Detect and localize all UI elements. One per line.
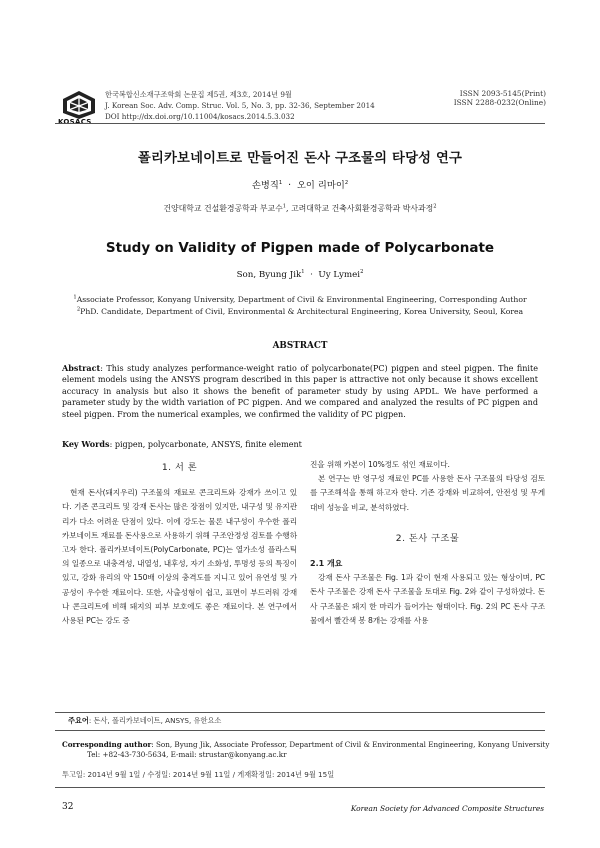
logo-text: KOSACS [58, 118, 92, 126]
authors-english: Son, Byung Jik$^1$ · Uy Lymei$^2$ [236, 269, 364, 280]
keywords: Key Words: pigpen, polycarbonate, ANSYS, finite element [62, 439, 302, 449]
corresponding-author: Corresponding author: Son, Byung Jik, Associate Professor, Department of Civil & Environmental Engineering, Konyang University Tel: +82-43-730-5634, E-mail: strustar@konyang.ac.kr [62, 740, 550, 760]
footer-divider-1 [55, 712, 545, 713]
footer-divider-3 [55, 787, 545, 788]
header-divider [55, 123, 545, 124]
submission-dates: 투고일: 2014년 9월 1일 / 수정일: 2014년 9월 11일 / 게재확정일: 2014년 9월 15일 [62, 770, 335, 779]
research-scope-paragraph: 본 연구는 반 영구성 재료인 PC를 사용한 돈사 구조물의 타당성 검토를 구조해석을 통해 하고자 한다. 기존 강재와 비교하여, 안전성 및 무게 대비 성능을 비교, 분석하였다. [310, 474, 545, 512]
footer-journal-name: Korean Society for Advanced Composite Structures [350, 804, 544, 813]
kosacs-logo-icon [62, 90, 96, 120]
left-column [62, 461, 297, 628]
subsection-2-1-heading: 2.1 개요 [310, 559, 343, 569]
right-column [310, 458, 545, 628]
keywords-korean: 주요어: 돈사, 폴리카보네이트, ANSYS, 유한요소 [68, 716, 222, 725]
issn-print: ISSN 2093-5145(Print) [459, 89, 546, 98]
page-number: 32 [62, 802, 74, 812]
doi: DOI http://dx.doi.org/10.11004/kosacs.2014.5.3.032 [105, 112, 295, 121]
affiliation-english-1: $^1$Associate Professor, Konyang University, Department of Civil & Environmental Engineering, Corresponding Author [73, 294, 527, 304]
section-1-heading: 1. 서 론 [161, 462, 198, 473]
section-2-heading: 2. 돈사 구조물 [395, 532, 460, 544]
abstract-heading: ABSTRACT [272, 341, 328, 351]
subsection-2-1-paragraph: 강재 돈사 구조물은 Fig. 1과 같이 현재 사용되고 있는 형상이며, PC 돈사 구조물은 강재 돈사 구조물을 토대로 Fig. 2와 같이 구성하였다. 돈사 구조물은 돼지 한 마리가 들어가는 형태이다. Fig. 2의 PC 돈사 구조물에서 빨간색 봉 8개는 강재를 사용 [310, 573, 545, 625]
journal-info-ko: 한국복합신소재구조학회 논문집 제5권, 제3호, 2014년 9월 [105, 90, 292, 99]
paragraph-continued: 진을 위해 카본이 10%정도 섞인 재료이다. [310, 460, 450, 469]
abstract-body: Abstract: This study analyzes performance-weight ratio of polycarbonate(PC) pigpen and steel pigpen. The finite element models using the ANSYS program described in this paper is attractive not only because it shows excellent accuracy in analysis but also it shows the benefit of parameter study by using APDL. We have performed a parameter study by the width variation of PC pigpen. And we compared and analyzed the results of PC pigpen and steel pigpen. From the numerical examples, we confirmed the validity of PC pigpen. [62, 363, 538, 419]
authors-korean: 손병직$^1$ · 오이 리마이$^2$ [251, 179, 349, 191]
section-1-paragraph: 현재 돈사(돼지우리) 구조물의 재료로 콘크리트와 강재가 쓰이고 있다. 기존 콘크리트 및 강재 돈사는 많은 장점이 있지만, 내구성 및 유지관리가 다소 어려운 단점이 있다. 이에 강도는 물론 내구성이 우수한 폴리카보네이트 재료를 돈사용으로 사용하기 위해 구조안정성 검토를 수행하고자 한다. 폴리카보네이트(PolyCarbonate, PC)는 열가소성 플라스틱의 일종으로 내충격성, 내열성, 내후성, 자기 소화성, 투명성 등의 특징이 있고, 강화 유리의 약 150배 이상의 충격도를 지니고 있어 유연성 및 가공성이 우수한 재료이다. 또한, 사출성형이 쉽고, 표면이 부드러워 강재나 콘크리트에 비해 돼지의 피부 보호에도 좋은 재료이다. 본 연구에서 사용된 PC는 강도 증 [62, 488, 297, 626]
title-korean: 폴리카보네이트로 만들어진 돈사 구조물의 타당성 연구 [137, 151, 463, 166]
title-english: Study on Validity of Pigpen made of Polycarbonate [105, 240, 495, 256]
issn-online: ISSN 2288-0232(Online) [453, 98, 546, 107]
journal-info-en: J. Korean Soc. Adv. Comp. Struc. Vol. 5, No. 3, pp. 32-36, September 2014 [105, 101, 375, 110]
affiliation-korean: 건양대학교 건설환경공학과 부교수$^1$, 고려대학교 건축사회환경공학과 박사과정$^2$ [163, 203, 437, 213]
affiliation-english-2: $^2$PhD. Candidate, Department of Civil, Environmental & Architectural Engineering, Korea University, Seoul, Korea [76, 306, 524, 316]
footer-divider-2 [55, 730, 545, 731]
